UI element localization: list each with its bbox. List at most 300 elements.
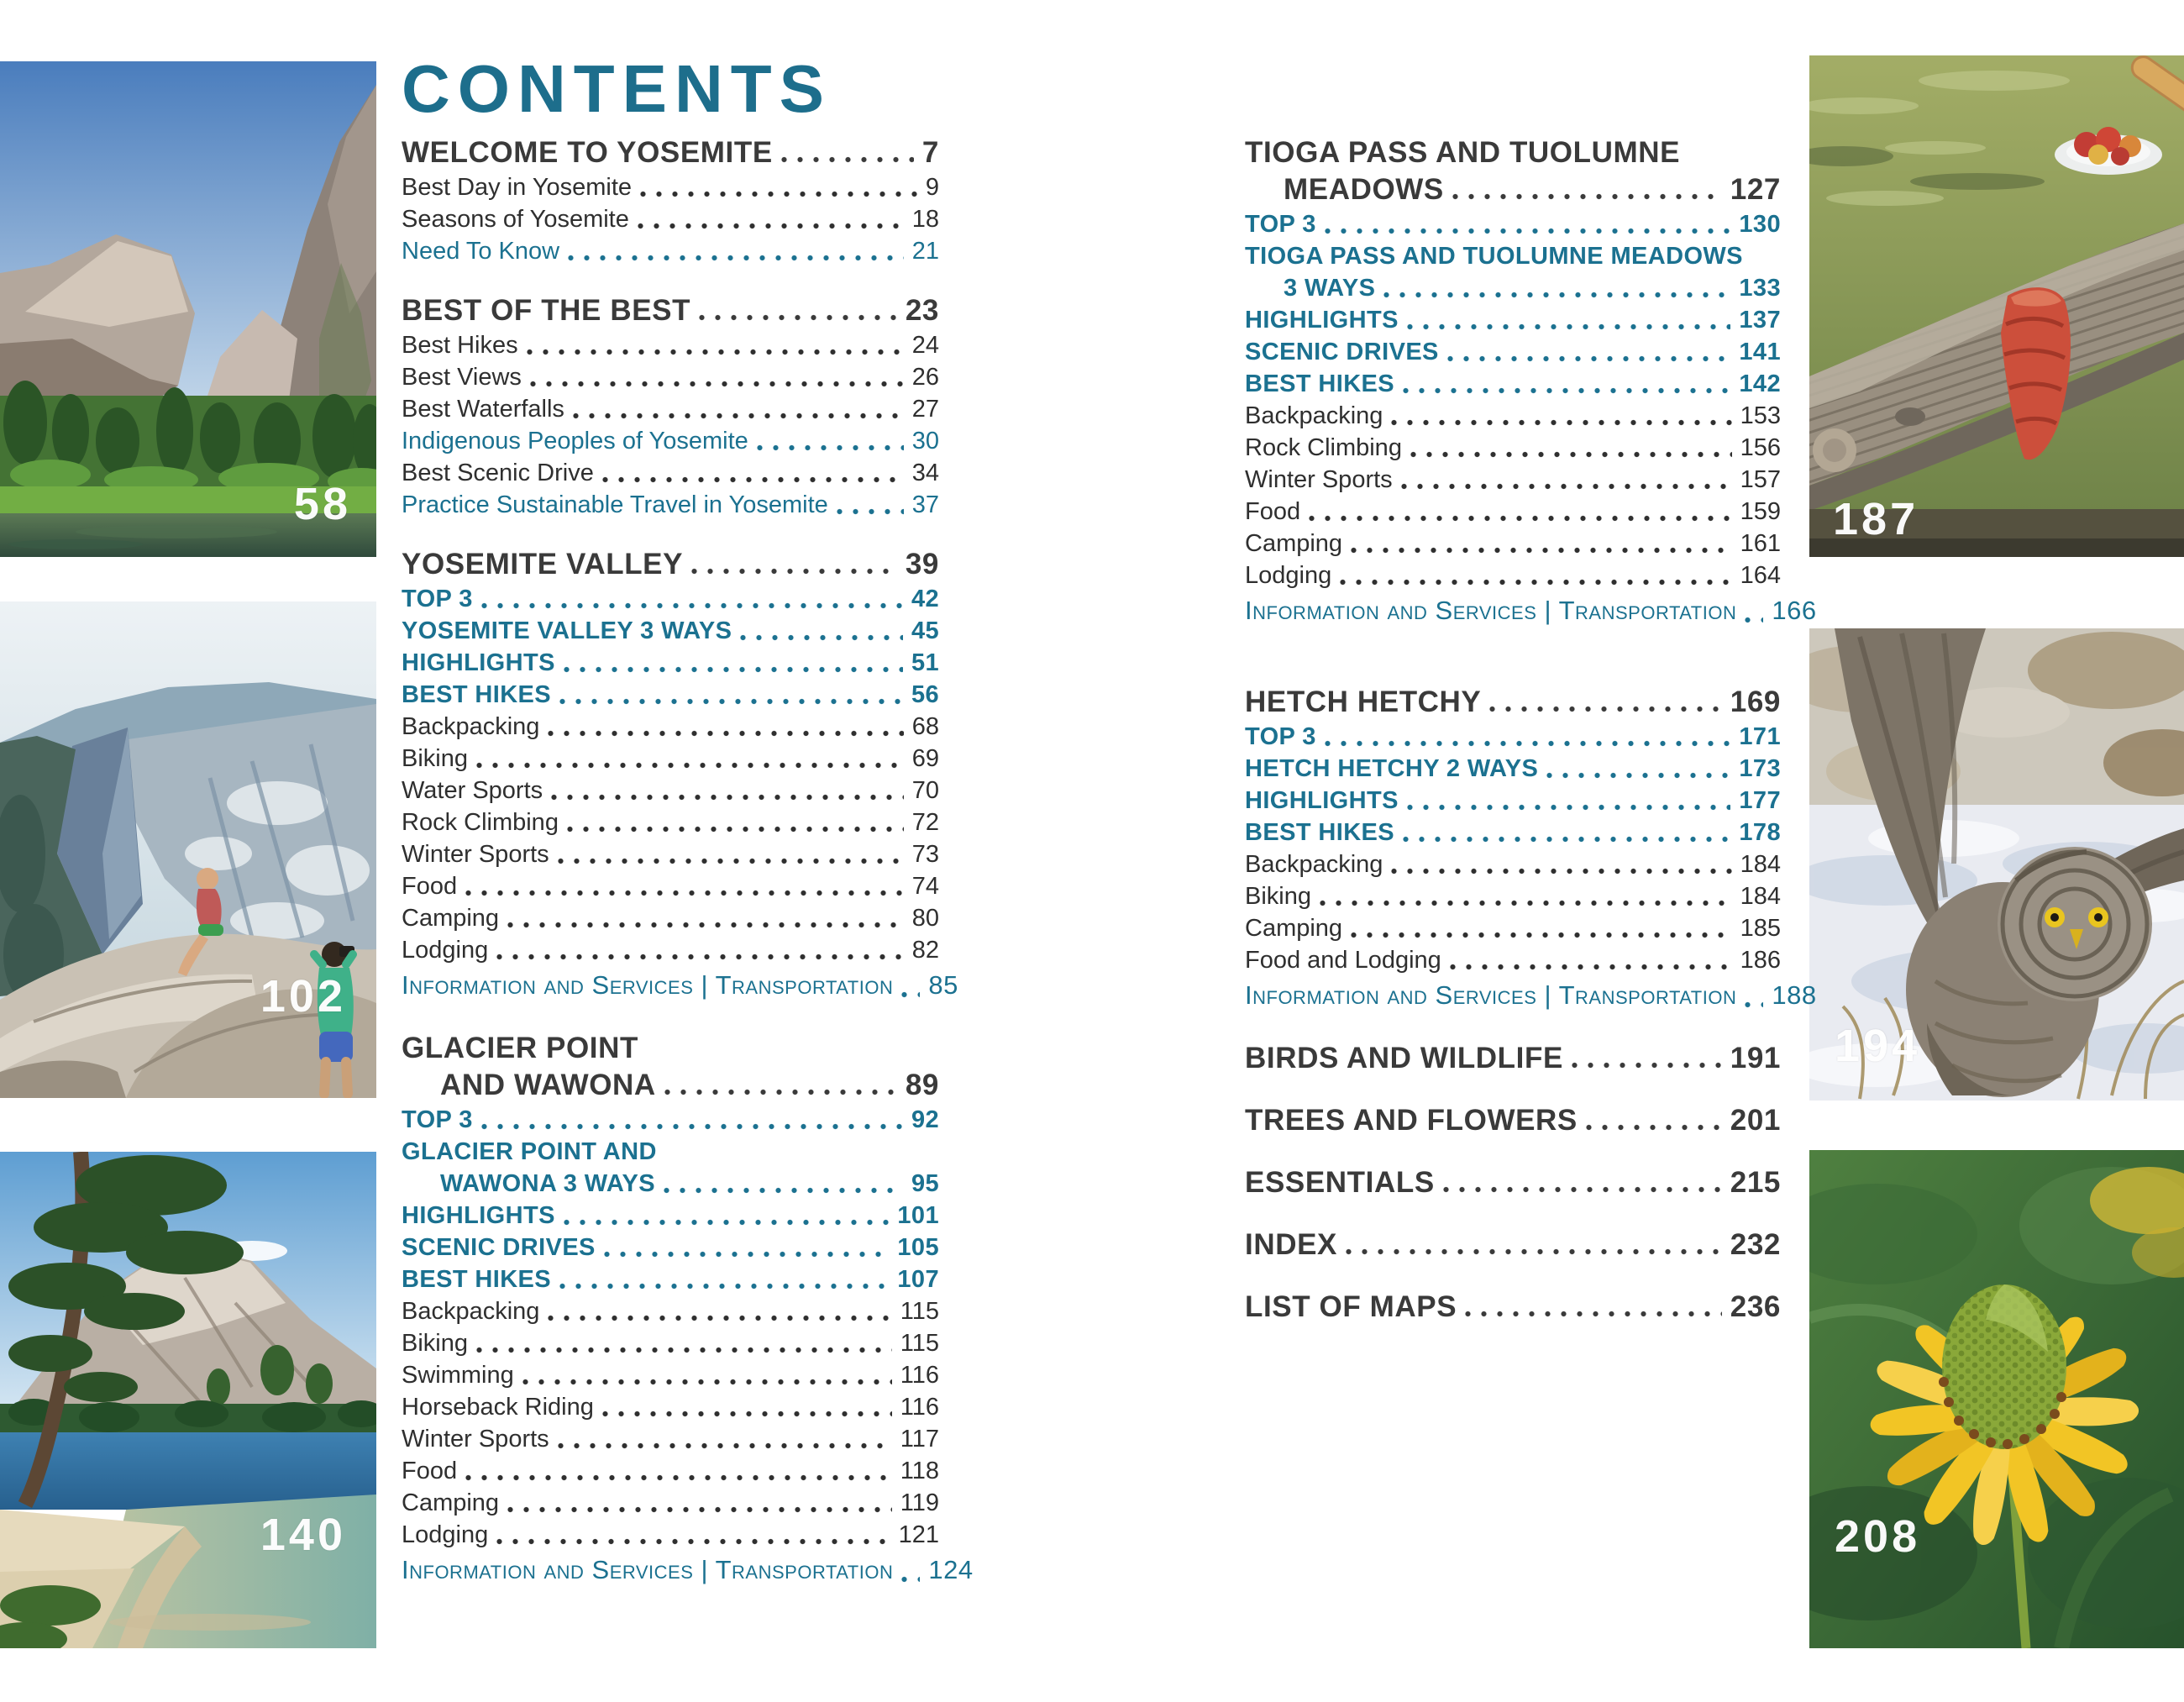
toc-entry — [1245, 336, 1781, 368]
toc-section — [1245, 1227, 1781, 1263]
toc-entry-label: Water Sports — [402, 777, 543, 804]
toc-entry-page: 105 — [897, 1234, 939, 1261]
toc-entry-label: WAWONA 3 WAYS — [440, 1170, 656, 1197]
toc-entry-page: 115 — [900, 1298, 939, 1325]
toc-section — [402, 292, 939, 521]
toc-section-title-label: BIRDS AND WILDLIFE — [1245, 1042, 1563, 1074]
toc-entry — [402, 235, 939, 267]
toc-section-title — [402, 292, 939, 329]
dot-leader — [1346, 1248, 1722, 1255]
toc-section-title — [1245, 171, 1781, 208]
toc-entry-label: BEST HIKES — [402, 681, 552, 708]
toc-entry — [402, 1232, 939, 1263]
dot-leader — [530, 381, 904, 387]
toc-entry-page: 116 — [900, 1394, 939, 1421]
toc-entry-page: 161 — [1740, 530, 1781, 557]
dot-leader — [496, 953, 904, 960]
toc-entry-page: 119 — [900, 1489, 939, 1516]
toc-entry-label: Best Hikes — [402, 332, 518, 359]
great-gray-owl-photo — [1809, 628, 2184, 1101]
toc-section-title — [1245, 684, 1781, 721]
toc-entry — [1245, 304, 1781, 336]
toc-entry — [1245, 591, 1817, 630]
toc-entry-page: 164 — [1740, 562, 1781, 589]
toc-entry — [402, 1327, 939, 1359]
toc-entry-page: 27 — [911, 396, 939, 423]
dot-leader — [640, 191, 917, 197]
toc-entry — [402, 934, 939, 966]
toc-entry-label: BEST HIKES — [1245, 819, 1395, 846]
dot-leader — [1745, 617, 1763, 623]
toc-entry-label: Winter Sports — [1245, 466, 1393, 493]
toc-entry-label: Winter Sports — [402, 1426, 549, 1452]
toc-entry — [402, 870, 939, 902]
toc-section — [1245, 134, 1817, 630]
dot-leader — [1351, 547, 1732, 554]
dot-leader — [1403, 836, 1730, 843]
toc-section-title-page: 23 — [905, 294, 939, 327]
toc-section-title-page: 215 — [1730, 1166, 1781, 1199]
toc-section-title-page: 39 — [905, 548, 939, 580]
toc-section-title-page: 127 — [1730, 173, 1781, 206]
toc-entry-page: 74 — [911, 873, 939, 900]
photo-page-number: 194 — [1835, 1021, 1921, 1071]
coneflower-illustration — [1809, 1150, 2184, 1648]
toc-entry-label: Information and Services | Transportation — [402, 970, 894, 1000]
toc-entry-page: 186 — [1740, 947, 1781, 974]
toc-entry — [402, 489, 939, 521]
toc-entry — [1245, 880, 1781, 912]
toc-section-title-label: GLACIER POINT — [402, 1032, 638, 1064]
photo-page-number: 208 — [1835, 1511, 1921, 1562]
toc-entry — [402, 1295, 939, 1327]
toc-entry-label: Information and Services | Transportation — [1245, 980, 1737, 1010]
toc-entry-page: 70 — [911, 777, 939, 804]
dot-leader — [664, 1089, 897, 1095]
toc-entry — [1245, 528, 1781, 559]
toc-entry-page: 184 — [1740, 883, 1781, 910]
toc-entry-page: 118 — [900, 1458, 939, 1484]
toc-entry-label: Rock Climbing — [1245, 434, 1402, 461]
toc-section — [1245, 1164, 1781, 1201]
toc-entry-page: 101 — [897, 1202, 939, 1229]
toc-entry — [402, 1455, 939, 1487]
toc-entry-label: Horseback Riding — [402, 1394, 594, 1421]
toc-entry-page: 42 — [911, 586, 939, 612]
toc-entry-label: Food — [402, 1458, 458, 1484]
toc-entry — [402, 1136, 939, 1168]
toc-entry-page: 171 — [1739, 723, 1781, 750]
toc-entry-page: 184 — [1740, 851, 1781, 878]
toc-entry — [402, 457, 939, 489]
toc-entry-page: 24 — [911, 332, 939, 359]
toc-section — [402, 546, 958, 1005]
toc-section-title-page: 169 — [1730, 686, 1781, 718]
toc-entry-page: 121 — [898, 1521, 939, 1548]
dot-leader — [901, 991, 920, 998]
toc-entry-page: 166 — [1772, 596, 1817, 625]
dot-leader — [691, 568, 897, 575]
toc-column-right — [1245, 124, 1817, 1326]
toc-entry — [1245, 272, 1781, 304]
toc-entry-label: Camping — [1245, 915, 1343, 942]
toc-section — [402, 134, 939, 267]
dot-leader — [1447, 355, 1731, 362]
toc-entry-label: Backpacking — [402, 1298, 540, 1325]
toc-entry-page: 95 — [911, 1170, 939, 1197]
toc-entry-page: 37 — [911, 491, 939, 518]
toc-entry — [1245, 496, 1781, 528]
toc-entry — [1245, 817, 1781, 848]
toc-entry — [1245, 785, 1781, 817]
toc-section-title-label: TIOGA PASS AND TUOLUMNE — [1245, 136, 1681, 169]
dot-leader — [465, 1474, 892, 1481]
toc-entry-label: HIGHLIGHTS — [1245, 787, 1399, 814]
toc-entry-page: 115 — [900, 1330, 939, 1357]
tenaya-lake-photo — [0, 1152, 376, 1648]
dot-leader — [604, 1251, 890, 1258]
dot-leader — [568, 255, 904, 261]
toc-entry-label: GLACIER POINT AND — [402, 1138, 657, 1165]
toc-entry-page: 45 — [911, 617, 939, 644]
dot-leader — [522, 1379, 892, 1385]
toc-entry-label: TOP 3 — [1245, 723, 1316, 750]
toc-entry-label: Need To Know — [402, 238, 560, 265]
dot-leader — [1320, 900, 1732, 906]
toc-entry-label: Biking — [1245, 883, 1311, 910]
toc-entry-page: 137 — [1739, 307, 1781, 334]
toc-entry-label: Backpacking — [1245, 851, 1383, 878]
dot-leader — [1452, 193, 1722, 200]
toc-entry-page: 142 — [1739, 370, 1781, 397]
toc-entry — [402, 615, 939, 647]
dot-leader — [465, 890, 904, 896]
toc-section-title-page: 201 — [1730, 1104, 1781, 1137]
toc-entry-label: Lodging — [402, 1521, 489, 1548]
toc-entry — [1245, 976, 1817, 1015]
toc-entry-label: HETCH HETCHY 2 WAYS — [1245, 755, 1539, 782]
dot-leader — [559, 698, 903, 705]
dot-leader — [564, 666, 903, 673]
toc-entry-label: HIGHLIGHTS — [402, 649, 555, 676]
dot-leader — [481, 1123, 903, 1130]
dot-leader — [1410, 451, 1732, 458]
dot-leader — [602, 1410, 892, 1417]
toc-entry-label: Backpacking — [402, 713, 540, 740]
toc-entry — [402, 775, 939, 806]
toc-section-title-label: AND WAWONA — [440, 1069, 656, 1101]
dot-leader — [1340, 579, 1731, 586]
toc-section-title-label: BEST OF THE BEST — [402, 294, 691, 327]
dot-leader — [1391, 868, 1731, 875]
dot-leader — [1443, 1186, 1722, 1193]
dot-leader — [1403, 387, 1730, 394]
toc-section-title-label: INDEX — [1245, 1228, 1337, 1261]
dot-leader — [1450, 964, 1732, 970]
toc-entry-page: 21 — [911, 238, 939, 265]
coneflower-photo — [1809, 1150, 2184, 1648]
toc-section-title-label: YOSEMITE VALLEY — [402, 548, 684, 580]
toc-entry-page: 92 — [911, 1106, 939, 1133]
dot-leader — [1325, 228, 1731, 234]
dot-leader — [1351, 932, 1732, 938]
dot-leader — [507, 1506, 892, 1513]
toc-section-title — [402, 1030, 939, 1067]
toc-entry-page: 56 — [911, 681, 939, 708]
toc-entry — [402, 171, 939, 203]
dot-leader — [1546, 772, 1730, 779]
toc-entry-label: Information and Services | Transportation — [402, 1555, 894, 1584]
photo-page-number: 187 — [1833, 494, 1919, 544]
toc-entry — [1245, 721, 1781, 753]
toc-entry-page: 51 — [911, 649, 939, 676]
toc-entry-label: Food and Lodging — [1245, 947, 1441, 974]
toc-entry-label: Best Day in Yosemite — [402, 174, 633, 201]
dot-leader — [740, 634, 903, 641]
toc-entry — [402, 329, 939, 361]
toc-entry — [1245, 432, 1781, 464]
toc-entry-page: 156 — [1740, 434, 1781, 461]
toc-entry-label: Best Scenic Drive — [402, 460, 594, 486]
toc-entry-label: TIOGA PASS AND TUOLUMNE MEADOWS — [1245, 243, 1743, 270]
toc-section-title — [1245, 1227, 1781, 1263]
toc-entry — [1245, 400, 1781, 432]
toc-entry — [402, 647, 939, 679]
dot-leader — [1383, 292, 1730, 298]
toc-entry-label: Best Waterfalls — [402, 396, 564, 423]
toc-entry — [402, 203, 939, 235]
toc-entry — [402, 1359, 939, 1391]
toc-entry-page: 73 — [911, 841, 939, 868]
taft-point-photo — [0, 601, 376, 1098]
toc-entry-label: Indigenous Peoples of Yosemite — [402, 428, 748, 454]
toc-entry-label: Rock Climbing — [402, 809, 559, 836]
toc-section — [1245, 1040, 1781, 1077]
toc-entry — [402, 1263, 939, 1295]
toc-section-title-page: 7 — [921, 136, 939, 169]
toc-section-title — [1245, 134, 1781, 171]
toc-section-title-page: 191 — [1730, 1042, 1781, 1074]
dot-leader — [527, 349, 904, 355]
dot-leader — [507, 922, 904, 928]
toc-entry — [402, 838, 939, 870]
toc-entry-page: 177 — [1739, 787, 1781, 814]
toc-entry-page: 68 — [911, 713, 939, 740]
toc-entry-page: 107 — [897, 1266, 939, 1293]
toc-section-title-label: TREES AND FLOWERS — [1245, 1104, 1578, 1137]
toc-entry — [1245, 848, 1781, 880]
dot-leader — [781, 156, 914, 163]
toc-entry-label: Lodging — [402, 937, 489, 964]
toc-section-title — [1245, 1289, 1781, 1326]
creek-picnic-illustration — [1809, 55, 2184, 557]
dot-leader — [1407, 323, 1731, 330]
toc-entry-label: Swimming — [402, 1362, 514, 1389]
toc-entry-label: Camping — [402, 1489, 500, 1516]
toc-entry-label: Backpacking — [1245, 402, 1383, 429]
toc-entry-label: BEST HIKES — [1245, 370, 1395, 397]
dot-leader — [567, 826, 904, 833]
photo-page-number: 102 — [260, 971, 346, 1022]
toc-section-title-label: HETCH HETCHY — [1245, 686, 1482, 718]
mirror-lake-photo — [0, 61, 376, 557]
creek-picnic-photo — [1809, 55, 2184, 557]
toc-entry — [402, 966, 958, 1005]
toc-entry-page: 130 — [1739, 211, 1781, 238]
toc-entry-label: HIGHLIGHTS — [1245, 307, 1399, 334]
toc-entry-page: 157 — [1740, 466, 1781, 493]
toc-entry-label: Biking — [402, 1330, 468, 1357]
toc-section-title — [402, 134, 939, 171]
dot-leader — [1465, 1311, 1722, 1317]
toc-entry-label: TOP 3 — [1245, 211, 1316, 238]
toc-entry — [1245, 368, 1781, 400]
toc-entry — [402, 1200, 939, 1232]
toc-entry — [402, 425, 939, 457]
dot-leader — [476, 1347, 892, 1353]
toc-entry-page: 34 — [911, 460, 939, 486]
toc-entry — [402, 1168, 939, 1200]
toc-entry-page: 80 — [911, 905, 939, 932]
toc-entry — [402, 1391, 939, 1423]
toc-entry-page: 185 — [1740, 915, 1781, 942]
toc-entry-label: Winter Sports — [402, 841, 549, 868]
toc-section-title-page: 89 — [905, 1069, 939, 1101]
toc-entry-label: SCENIC DRIVES — [1245, 339, 1439, 365]
toc-entry — [402, 679, 939, 711]
toc-entry-label: TOP 3 — [402, 1106, 473, 1133]
toc-entry-label: Information and Services | Transportation — [1245, 596, 1737, 625]
toc-entry-page: 30 — [911, 428, 939, 454]
toc-section-title — [402, 1067, 939, 1104]
toc-entry-page: 18 — [911, 206, 939, 233]
toc-entry-label: 3 WAYS — [1284, 275, 1376, 302]
toc-section-title-page: 236 — [1730, 1290, 1781, 1323]
dot-leader — [1401, 483, 1732, 490]
dot-leader — [564, 1219, 890, 1226]
toc-entry-page: 173 — [1739, 755, 1781, 782]
dot-leader — [1586, 1124, 1722, 1131]
dot-leader — [1572, 1062, 1722, 1069]
toc-entry-page: 9 — [925, 174, 939, 201]
toc-entry — [402, 902, 939, 934]
dot-leader — [602, 476, 904, 483]
toc-section — [1245, 1289, 1781, 1326]
toc-entry-page: 133 — [1739, 275, 1781, 302]
toc-section-title-label: LIST OF MAPS — [1245, 1290, 1457, 1323]
dot-leader — [548, 1315, 891, 1321]
toc-entry-page: 69 — [911, 745, 939, 772]
contents-title: CONTENTS — [402, 51, 832, 126]
toc-entry-page: 72 — [911, 809, 939, 836]
dot-leader — [1325, 740, 1731, 747]
dot-leader — [1745, 1001, 1763, 1008]
toc-entry-page: 188 — [1772, 980, 1817, 1010]
dot-leader — [481, 602, 903, 609]
toc-entry — [1245, 464, 1781, 496]
toc-entry — [1245, 559, 1781, 591]
toc-entry-label: Food — [1245, 498, 1301, 525]
toc-entry-label: Practice Sustainable Travel in Yosemite — [402, 491, 828, 518]
toc-entry-label: TOP 3 — [402, 586, 473, 612]
toc-entry — [402, 743, 939, 775]
toc-section — [402, 1030, 974, 1589]
toc-column-left — [402, 51, 974, 1589]
dot-leader — [699, 314, 897, 321]
dot-leader — [1309, 515, 1732, 522]
tenaya-lake-illustration — [0, 1152, 376, 1648]
dot-leader — [638, 223, 904, 229]
toc-entry-label: SCENIC DRIVES — [402, 1234, 596, 1261]
toc-entry — [402, 1519, 939, 1551]
toc-entry-page: 141 — [1739, 339, 1781, 365]
toc-entry — [402, 1551, 974, 1589]
toc-entry-page: 124 — [928, 1555, 974, 1584]
toc-entry — [1245, 208, 1781, 240]
toc-entry — [402, 1423, 939, 1455]
toc-entry — [402, 583, 939, 615]
toc-section-title — [1245, 1040, 1781, 1077]
toc-entry — [1245, 944, 1781, 976]
dot-leader — [1489, 706, 1721, 712]
toc-entry-label: Lodging — [1245, 562, 1332, 589]
dot-leader — [757, 444, 904, 451]
dot-leader — [558, 858, 904, 864]
toc-entry-label: BEST HIKES — [402, 1266, 552, 1293]
dot-leader — [664, 1187, 903, 1194]
toc-section-title — [402, 546, 939, 583]
dot-leader — [551, 794, 904, 801]
toc-section-title — [1245, 1102, 1781, 1139]
toc-section-title-label: WELCOME TO YOSEMITE — [402, 136, 773, 169]
dot-leader — [837, 508, 904, 515]
dot-leader — [1407, 804, 1731, 811]
toc-entry-page: 178 — [1739, 819, 1781, 846]
toc-entry — [1245, 753, 1781, 785]
toc-section — [1245, 684, 1817, 1015]
toc-entry-page: 117 — [900, 1426, 939, 1452]
toc-entry-label: Food — [402, 873, 458, 900]
dot-leader — [558, 1442, 892, 1449]
dot-leader — [559, 1283, 889, 1290]
dot-leader — [901, 1576, 920, 1583]
toc-entry-label: YOSEMITE VALLEY 3 WAYS — [402, 617, 732, 644]
toc-entry — [402, 1104, 939, 1136]
toc-entry — [1245, 912, 1781, 944]
toc-entry-label: Best Views — [402, 364, 522, 391]
dot-leader — [573, 412, 904, 419]
toc-entry-page: 116 — [900, 1362, 939, 1389]
toc-entry-page: 82 — [911, 937, 939, 964]
taft-point-illustration — [0, 601, 376, 1098]
dot-leader — [1391, 419, 1731, 426]
toc-section-title-page: 232 — [1730, 1228, 1781, 1261]
dot-leader — [476, 762, 904, 769]
photo-page-number: 140 — [260, 1510, 346, 1560]
dot-leader — [548, 730, 903, 737]
toc-entry-page: 85 — [928, 970, 958, 1000]
toc-entry-label: Seasons of Yosemite — [402, 206, 629, 233]
toc-entry — [402, 361, 939, 393]
toc-entry-label: Camping — [402, 905, 500, 932]
toc-entry — [402, 806, 939, 838]
toc-entry-page: 159 — [1740, 498, 1781, 525]
toc-section — [1245, 1102, 1781, 1139]
toc-section-title-label: ESSENTIALS — [1245, 1166, 1435, 1199]
toc-entry-page: 153 — [1740, 402, 1781, 429]
photo-page-number: 58 — [293, 479, 351, 529]
toc-section-title — [1245, 1164, 1781, 1201]
